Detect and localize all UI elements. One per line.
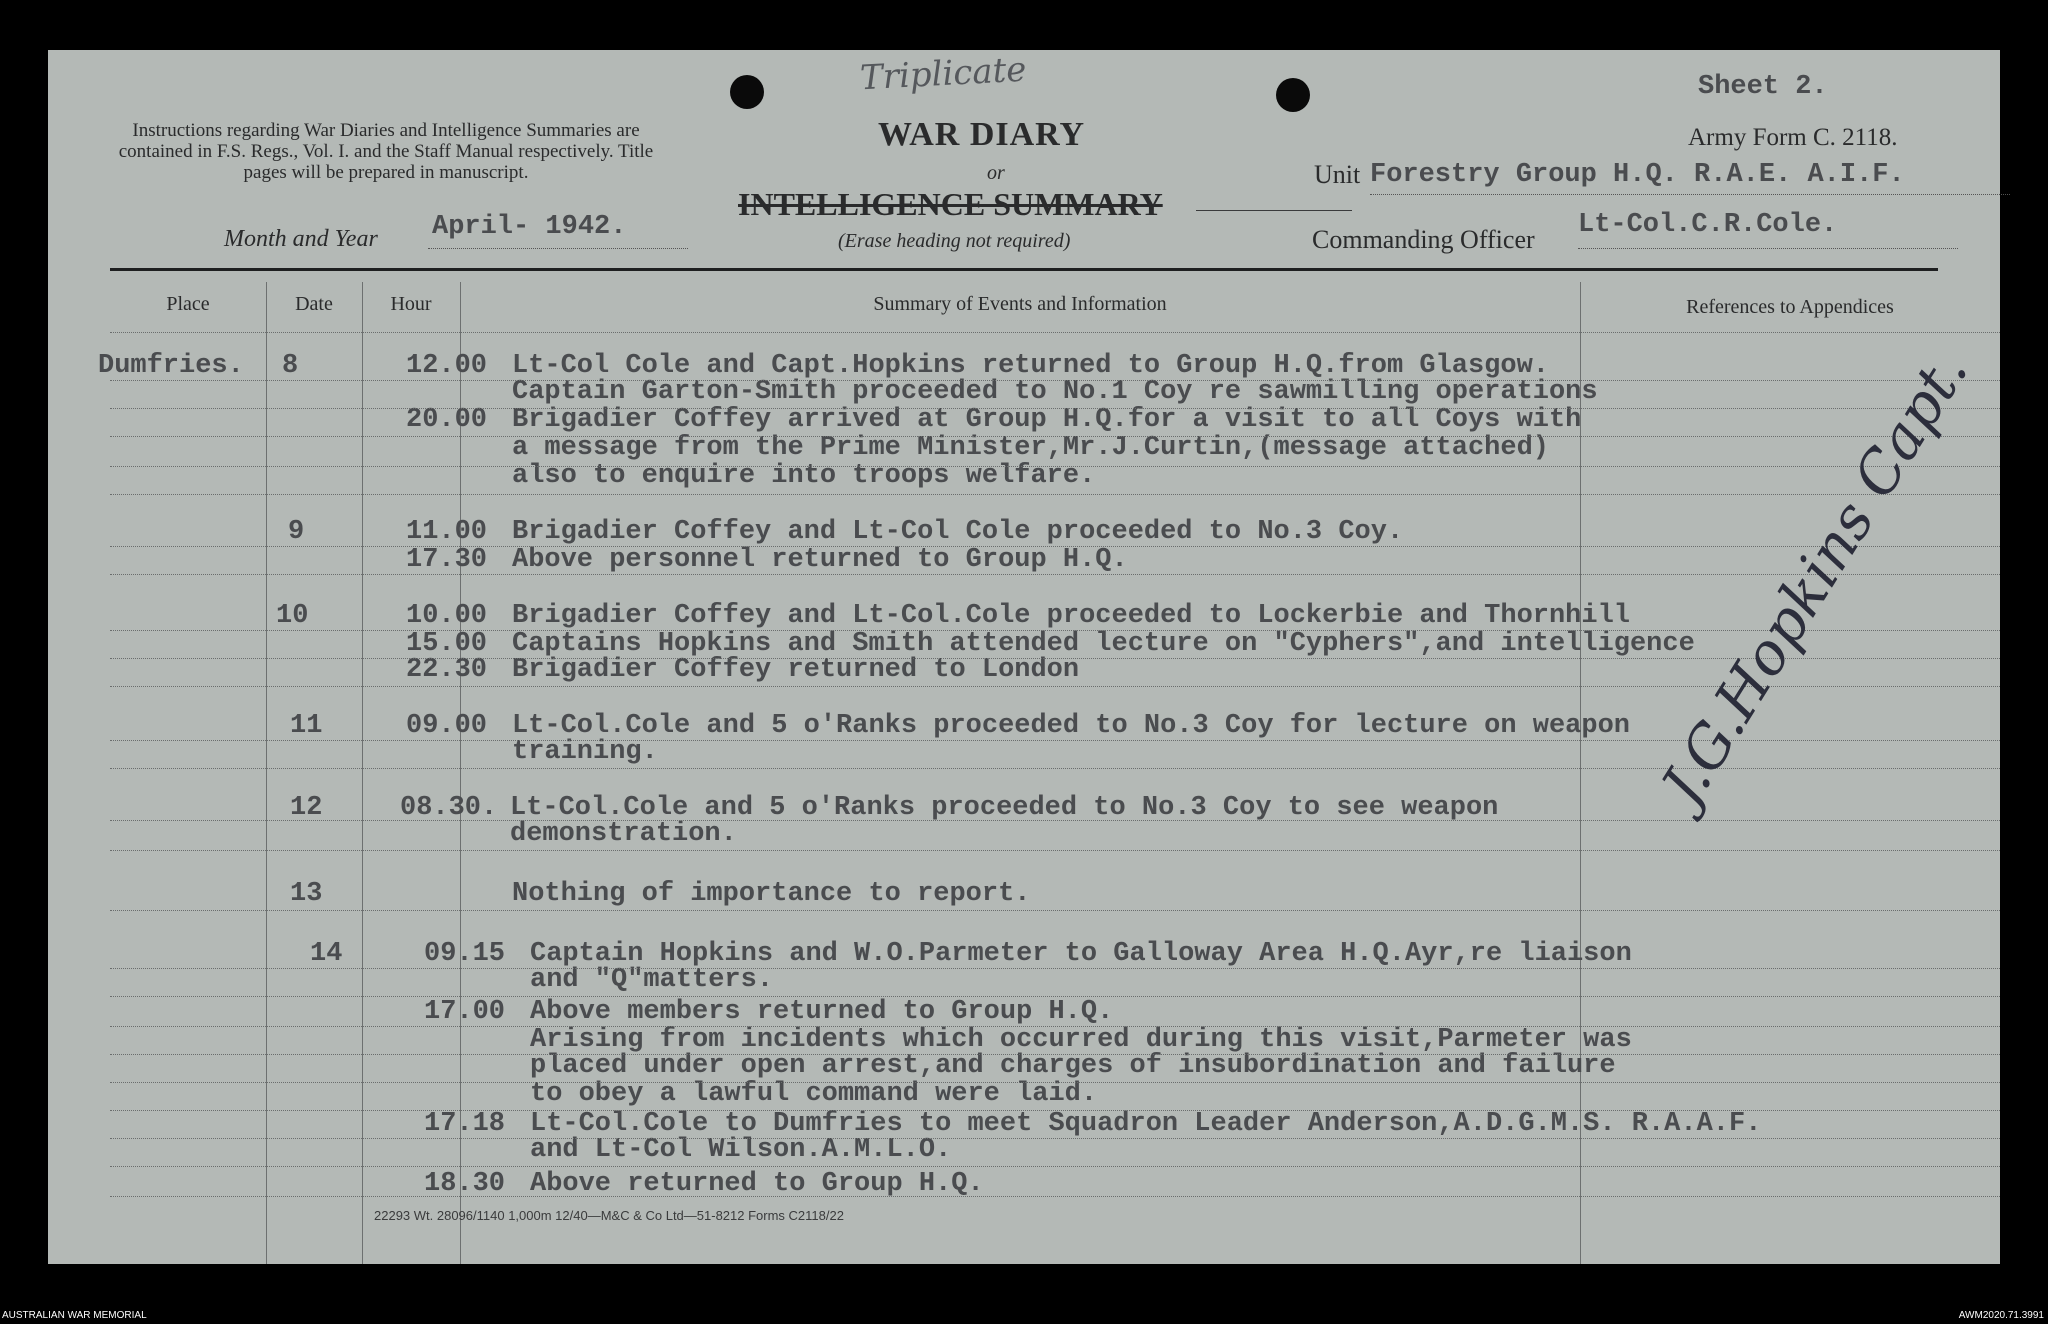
ruled-line (110, 1082, 2000, 1083)
strike-extension (1196, 210, 1352, 211)
column-header-references: References to Appendices (1686, 296, 1894, 318)
entry-text: Brigadier Coffey and Lt-Col.Cole proceeded to Lockerbie and Thornhill (512, 601, 1630, 631)
ruled-line (110, 820, 2000, 821)
ruled-line (110, 408, 2000, 409)
ruled-line (110, 1138, 2000, 1139)
entry-text: and Lt-Col Wilson.A.M.L.O. (530, 1135, 952, 1165)
page-title: WAR DIARY (878, 116, 1086, 153)
or-text: or (987, 162, 1005, 184)
entry-text: Above personnel returned to Group H.Q. (512, 545, 1128, 575)
entry-hour: 08.30. (400, 793, 498, 823)
entry-hour: 18.30 (424, 1169, 506, 1199)
entry-text: Arising from incidents which occurred during this visit,Parmeter was (530, 1025, 1632, 1055)
entry-hour: 17.00 (424, 997, 506, 1027)
entry-date: 8 (282, 351, 299, 381)
entry-text: placed under open arrest,and charges of insubordination and failure (530, 1051, 1616, 1081)
ruled-line (110, 630, 2000, 631)
unit-value: Forestry Group H.Q. R.A.E. A.I.F. (1370, 160, 1905, 190)
entry-text: demonstration. (510, 819, 737, 849)
entry-hour: 17.30 (406, 545, 488, 575)
punch-hole-right (1276, 78, 1310, 112)
ruled-line (110, 968, 2000, 969)
ruled-line (110, 996, 2000, 997)
entry-date: 13 (290, 879, 323, 909)
entry-text: Brigadier Coffey arrived at Group H.Q.for a visit to all Coys with (512, 405, 1582, 435)
entry-hour: 17.18 (424, 1109, 506, 1139)
ruled-line (110, 546, 2000, 547)
punch-hole-left (730, 75, 764, 109)
entry-text: and "Q"matters. (530, 965, 774, 995)
ruled-line (110, 658, 2000, 659)
header-rule (110, 268, 1938, 271)
entry-hour: 09.00 (406, 711, 488, 741)
entry-date: 12 (290, 793, 323, 823)
entry-date: 14 (310, 939, 343, 969)
ruled-line (110, 1026, 2000, 1027)
intelligence-summary-heading: INTELLIGENCE SUMMARY (738, 186, 1163, 222)
entry-text: Nothing of importance to report. (512, 879, 1031, 909)
entry-place: Dumfries. (98, 351, 244, 381)
entry-text: training. (512, 737, 658, 767)
column-header-hour: Hour (390, 293, 432, 315)
column-divider-place (266, 282, 267, 1264)
ruled-line (110, 380, 2000, 381)
unit-underline (1370, 194, 2010, 195)
entry-text: Lt-Col.Cole to Dumfries to meet Squadron Leader Anderson,A.D.G.M.S. R.A.A.F. (530, 1109, 1762, 1139)
unit-label: Unit (1314, 160, 1361, 189)
ruled-line (110, 574, 2000, 575)
entry-hour: 22.30 (406, 655, 488, 685)
entry-text: Lt-Col Cole and Capt.Hopkins returned to Group H.Q.from Glasgow. (512, 351, 1549, 381)
commanding-officer-value: Lt-Col.C.R.Cole. (1578, 210, 1838, 240)
footer-accession-number: AWM2020.71.3991 (1958, 1310, 2044, 1321)
entry-date: 11 (290, 711, 323, 741)
war-diary-sheet (48, 50, 2000, 1264)
entry-text: Above returned to Group H.Q. (530, 1169, 984, 1199)
entry-text: also to enquire into troops welfare. (512, 461, 1096, 491)
ruled-line (110, 910, 2000, 911)
entry-hour: 10.00 (406, 601, 488, 631)
month-year-label: Month and Year (224, 226, 378, 252)
triplicate-handwriting: Triplicate (859, 49, 1028, 99)
entry-text: Captains Hopkins and Smith attended lecture on "Cyphers",and intelligence (512, 629, 1695, 659)
erase-note: (Erase heading not required) (838, 230, 1071, 252)
column-divider-date (362, 282, 363, 1264)
ruled-line (110, 494, 2000, 495)
entry-hour: 12.00 (406, 351, 488, 381)
entry-hour: 11.00 (406, 517, 488, 547)
entry-text: Brigadier Coffey returned to London (512, 655, 1080, 685)
column-header-summary: Summary of Events and Information (873, 293, 1167, 315)
month-year-underline (428, 248, 688, 249)
ruled-line (110, 1196, 2000, 1197)
entry-hour: 09.15 (424, 939, 506, 969)
ruled-line (110, 1166, 2000, 1167)
entry-hour: 15.00 (406, 629, 488, 659)
ruled-line (110, 850, 2000, 851)
co-underline (1578, 248, 1958, 249)
footer-credit: AUSTRALIAN WAR MEMORIAL (2, 1310, 147, 1321)
ruled-line (110, 1054, 2000, 1055)
entry-text: Brigadier Coffey and Lt-Col Cole proceeded to No.3 Coy. (512, 517, 1404, 547)
month-year-value: April- 1942. (432, 212, 627, 242)
header-bottom-rule (110, 332, 2000, 333)
ruled-line (110, 436, 2000, 437)
entry-text: Lt-Col.Cole and 5 o'Ranks proceeded to No.3 Coy for lecture on weapon (512, 711, 1630, 741)
instructions-text: Instructions regarding War Diaries and Intelligence Summaries are contained in F.S. Regs., Vol. I. and the Staff Manual respectively. Title pages will be prepared in manuscript. (118, 120, 654, 183)
entry-text: Captain Hopkins and W.O.Parmeter to Galloway Area H.Q.Ayr,re liaison (530, 939, 1632, 969)
army-form-number: Army Form C. 2118. (1688, 124, 1898, 151)
entry-text: Above members returned to Group H.Q. (530, 997, 1114, 1027)
signature: J.G.Hopkins Capt. (1648, 339, 1982, 817)
entry-text: Captain Garton-Smith proceeded to No.1 Coy re sawmilling operations (512, 377, 1598, 407)
column-header-date: Date (295, 293, 333, 315)
entry-date: 9 (288, 517, 305, 547)
commanding-officer-label: Commanding Officer (1312, 225, 1535, 254)
ruled-line (110, 466, 2000, 467)
sheet-number: Sheet 2. (1698, 72, 1828, 102)
entry-text: a message from the Prime Minister,Mr.J.Curtin,(message attached) (512, 433, 1549, 463)
entry-text: Lt-Col.Cole and 5 o'Ranks proceeded to No.3 Coy to see weapon (510, 793, 1499, 823)
entry-text: to obey a lawful command were laid. (530, 1079, 1098, 1109)
entry-hour: 20.00 (406, 405, 488, 435)
ruled-line (110, 1110, 2000, 1111)
printer-line: 22293 Wt. 28096/1140 1,000m 12/40—M&C & Co Ltd—51-8212 Forms C2118/22 (374, 1208, 844, 1223)
column-header-place: Place (166, 293, 210, 315)
entry-date: 10 (276, 601, 309, 631)
